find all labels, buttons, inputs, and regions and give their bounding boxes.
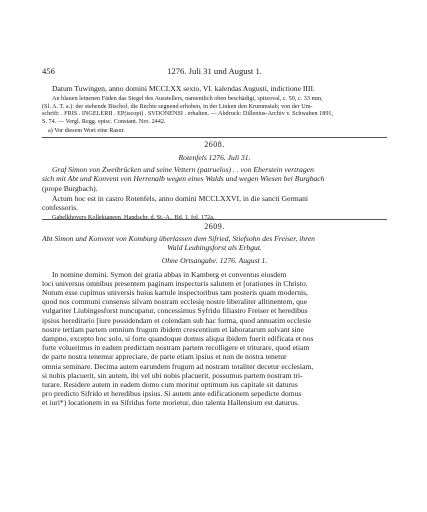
text-line: loci universus omnibus presentem paginam inspecturis salutem et [orationes in Christo.	[42, 278, 308, 288]
seal-note-line: S. 74. — Vergl. Regg. episc. Constant. Nro. 2442.	[42, 117, 166, 125]
summary	[42, 234, 387, 252]
summary-line: sich mit Abt und Konvent von Herrenalb wegen eines Walds und wegen Wiesen bei Burgbach	[42, 174, 325, 184]
text-line: confessoris.	[42, 203, 79, 213]
section-divider	[42, 137, 387, 138]
footnote: a) Vor diesem Wort eine Rasur.	[48, 126, 125, 134]
document-2609	[42, 222, 387, 408]
text-line: Notum esse cupimus universis huius kartule inspectoribus tam posteris quam modernis,	[42, 288, 308, 298]
page-number: 456	[42, 66, 55, 76]
text-line: de parte nostra tenemur appreciare, de parte etiam ipsius et non de nostra tenetur	[42, 352, 287, 362]
text-line: ipsius hereditario [iure possidendam et colendam sub hac forma, quod annuatim ecclesie	[42, 315, 312, 325]
text-line: et iuri*) locationem in ea Sifridus forte morietur, duo talenta Hallensium est daturus.	[42, 398, 299, 408]
seal-note-line: An blauen leinenen Fäden das Siegel des Ausstellers, namentlich oben beschädigt, spitzoval, c. 50, c. 33 mm,	[52, 95, 323, 103]
text-line: turare. Residere autem in eadem domo cum moritur optimum ius capitale sit daturus	[42, 380, 298, 390]
document-number: 2609.	[204, 222, 225, 231]
text-line: In nomine domini. Symon dei gratia abbas in Kamberg et conventus eiusdem	[52, 269, 287, 279]
place-date: Ohne Ortsangabe. 1276. August 1.	[161, 256, 268, 266]
text-line: omnia seminare. Decima autem earundem frugum ad nostram totaliter decetur ecclesiam,	[42, 361, 314, 371]
running-title: 1276. Juli 31 und August 1.	[167, 66, 262, 76]
place-date: Rotenfels 1276. Juli 31.	[178, 153, 251, 162]
document-2608	[42, 140, 387, 222]
text-line: Actum hoc est in castro Rotenfels, anno domini MCCLXXVI, in die sancti Germani	[52, 193, 309, 203]
seal-note-line: (Sl. A. T. a.): der stehende Bischof, die Rechte segnend erhoben, in der Linken den Krummstab; von der Um-	[42, 102, 313, 110]
running-header	[42, 66, 387, 76]
document-text	[42, 270, 387, 408]
text-line: forte voluerimus in eadem predictam nostram partem recolligere et triturare, quod etiam	[42, 343, 310, 353]
seal-note-line: schrift: . FRIS . INGELERII . EP(iscopi) . SVDONENSI . erhalten. — Abdruck: Dillenius-Archiv v. Schwaben 1891,	[42, 110, 334, 118]
summary-line: Wald Leubingsforst als Erbgut.	[167, 243, 262, 253]
summary-line: Graf Simon von Zweibrücken und seine Vettern (patruelos) . . von Eberstein vertragen	[52, 165, 314, 175]
text-line: dampno, excepto hoc solo, si forte quandoque domus aliqua ibidem fuerit edificata et nos	[42, 334, 314, 344]
section-divider	[42, 219, 387, 220]
source-note: Gabelkhovers Kollektaneen, Handschr. d. St.-A., Bd. 1, fol. 172a.	[52, 214, 215, 222]
summary-line: Abt Simon und Konvent von Komburg überlassen dem Sifried, Stiefsohn des Freiser, ihren	[42, 234, 315, 243]
document-text	[42, 194, 387, 212]
summary-line: (prope Burgbach).	[42, 183, 98, 193]
document-number: 2608.	[204, 140, 225, 149]
seal-note	[42, 95, 387, 125]
carryover-section	[42, 84, 387, 134]
text-line: nostre tertiam partem omnium frugum ibidem crescentium et laboratarum solvant sine	[42, 324, 304, 334]
summary	[42, 165, 387, 193]
text-line: si nobis placuerit, sin autem, ibi vel ubi nobis placuerit, possumus partem nostram tri-	[42, 370, 303, 380]
datum-line: Datum Tuwingen, anno domini MCCLXX sexto, VI. kalendas Augusti, indictione IIII.	[52, 84, 315, 93]
text-line: vulgariter Liubingesforst nuncupatur, concessimus Syfrido filiastro Freiser et heredibus	[42, 306, 308, 316]
text-line: pro predicto Sifrido et heredibus ipsius. Si autem ante edificationem sepedicte domus	[42, 389, 302, 399]
text-line: quod nos communi consensu silvam nostram ecclesię nostre liberaliter alltinentem, que	[42, 297, 308, 307]
